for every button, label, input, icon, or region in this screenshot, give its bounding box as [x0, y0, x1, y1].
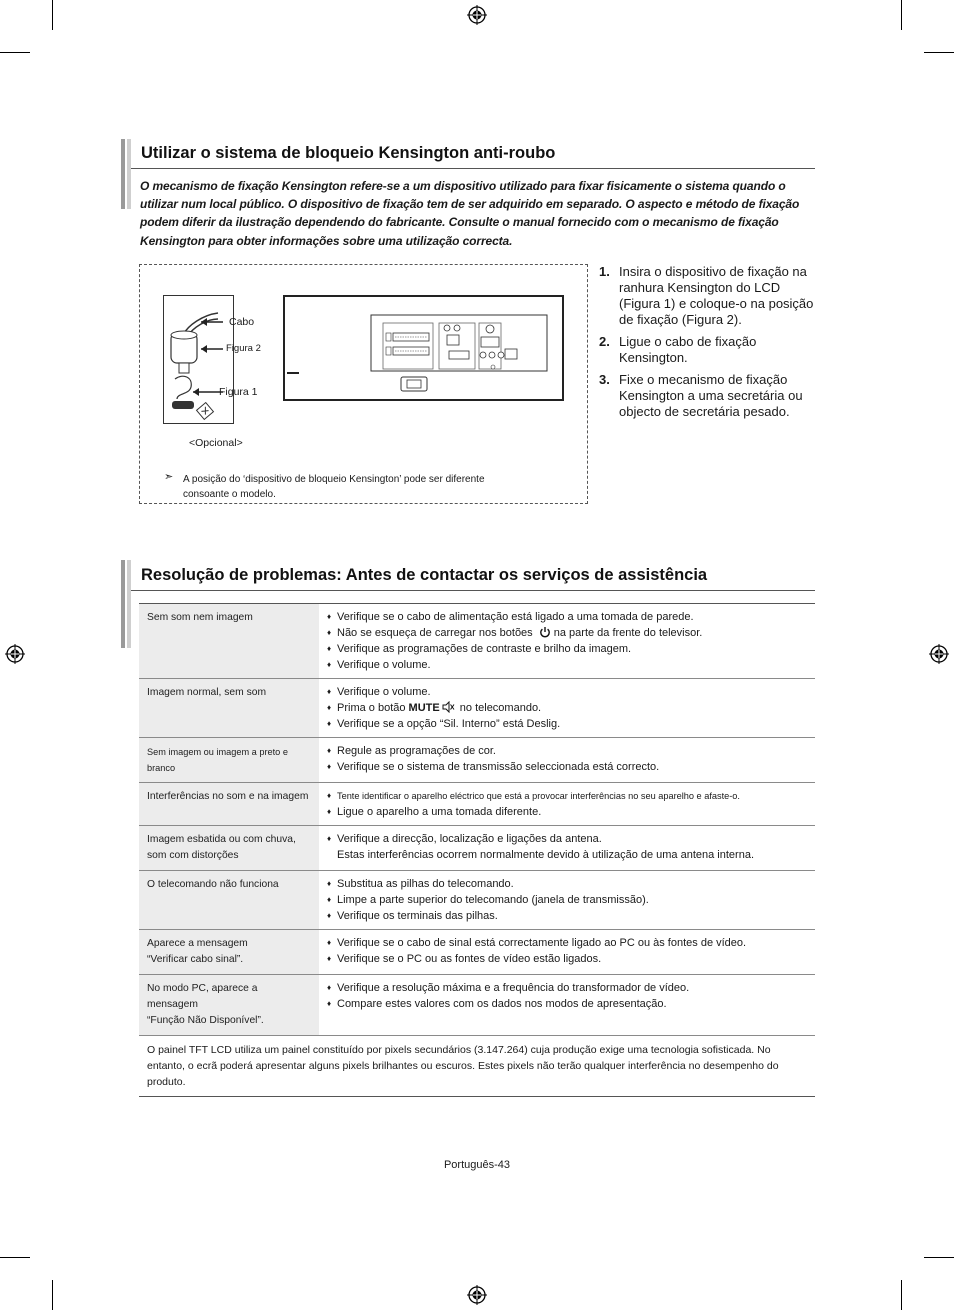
- table-row: [139, 975, 815, 1036]
- solution-item: [327, 788, 809, 804]
- solution-text: Verifique a direcção, localização e ligações da antena.: [337, 833, 602, 845]
- solution-text: Ligue o aparelho a uma tomada diferente.: [337, 806, 542, 818]
- crop-mark: [924, 1257, 954, 1258]
- table-row: [139, 604, 815, 679]
- solution-item: [327, 876, 809, 892]
- solution-item: [327, 684, 809, 700]
- solution-text: Verifique se o PC ou as fontes de vídeo estão ligados.: [337, 953, 602, 965]
- bullet-icon: ♦: [327, 791, 332, 800]
- table-row: [139, 1036, 815, 1097]
- solution-cell: [319, 604, 815, 679]
- section-bar: [121, 560, 125, 648]
- problem-text: Aparece a mensagem: [147, 938, 248, 949]
- bullet-icon: ♦: [327, 895, 332, 904]
- section-rule: [131, 590, 815, 591]
- solution-text: na parte da frente do televisor.: [553, 627, 703, 639]
- crop-mark: [52, 1280, 53, 1310]
- step-number: 2.: [599, 334, 610, 349]
- bullet-icon: ♦: [327, 660, 332, 669]
- problem-text: No modo PC, aparece a mensagem: [147, 983, 258, 1010]
- problem-text: Imagem normal, sem som: [147, 687, 267, 698]
- problem-text: Interferências no som e na imagem: [147, 791, 309, 802]
- solution-item: [327, 700, 809, 716]
- tv-rear-panel-illustration: [283, 295, 565, 401]
- kensington-lock-illustration: [163, 295, 283, 425]
- crop-mark: [924, 52, 954, 53]
- table-row: [139, 930, 815, 975]
- solution-text: Limpe a parte superior do telecomando (janela de transmissão).: [337, 894, 649, 906]
- mute-icon: [442, 701, 455, 713]
- label-figura2: Figura 2: [226, 343, 261, 354]
- solution-cell: [319, 679, 815, 738]
- bullet-icon: ♦: [327, 612, 332, 621]
- solution-text: Verifique as programações de contraste e brilho da imagem.: [337, 643, 632, 655]
- crop-mark: [0, 52, 30, 53]
- solution-cell: [319, 783, 815, 826]
- label-cabo: Cabo: [229, 316, 255, 328]
- solution-text: Substitua as pilhas do telecomando.: [337, 878, 514, 890]
- solution-item: [327, 935, 809, 951]
- bullet-icon: ♦: [327, 834, 332, 843]
- step-item: [599, 334, 814, 366]
- problem-text: O telecomando não funciona: [147, 879, 279, 890]
- solution-text: Prima o botão: [337, 702, 406, 714]
- problem-cell: [139, 871, 319, 930]
- label-figura1: Figura 1: [219, 386, 258, 398]
- solution-item: [327, 951, 809, 967]
- solution-cell: [319, 975, 815, 1036]
- solution-item: [327, 625, 809, 641]
- crop-mark: [901, 0, 902, 30]
- solution-text: Não se esqueça de carregar nos botões: [337, 627, 533, 639]
- solution-item: [327, 804, 809, 820]
- bullet-icon: ♦: [327, 762, 332, 771]
- registration-mark-icon: [467, 5, 487, 25]
- mute-label: MUTE: [408, 702, 440, 714]
- bullet-icon: ♦: [327, 983, 332, 992]
- problem-text: som com distorções: [147, 850, 239, 861]
- solution-text: Verifique se o cabo de alimentação está ligado a uma tomada de parede.: [337, 611, 694, 623]
- solution-text: Tente identificar o aparelho eléctrico que está a provocar interferências no seu aparelho e afaste-o.: [337, 791, 740, 801]
- step-number: 1.: [599, 264, 610, 279]
- crop-mark: [0, 1257, 30, 1258]
- solution-cell: [319, 871, 815, 930]
- solution-cell: [319, 738, 815, 783]
- bullet-icon: ♦: [327, 628, 332, 637]
- label-opcional: <Opcional>: [189, 437, 243, 449]
- solution-item: [327, 996, 809, 1012]
- steps-list: [599, 264, 814, 426]
- solution-text: Regule as programações de cor.: [337, 745, 496, 757]
- section-bar: [121, 139, 125, 209]
- solution-item: [327, 657, 809, 673]
- bullet-icon: ♦: [327, 911, 332, 920]
- solution-item: [327, 641, 809, 657]
- step-item: [599, 264, 814, 328]
- table-row: [139, 679, 815, 738]
- problem-text: Imagem esbatida ou com chuva,: [147, 834, 296, 845]
- bullet-icon: ♦: [327, 703, 332, 712]
- solution-item: [327, 759, 809, 775]
- solution-text: Verifique o volume.: [337, 686, 431, 698]
- solution-text: Verifique se o sistema de transmissão seleccionada está correcto.: [337, 761, 660, 773]
- solution-cell: [319, 930, 815, 975]
- section-title: Utilizar o sistema de bloqueio Kensington anti-roubo: [141, 144, 556, 162]
- solution-item: [327, 908, 809, 924]
- problem-text: “Função Não Disponível”.: [147, 1015, 264, 1026]
- problem-cell: [139, 930, 319, 975]
- bullet-icon: ♦: [327, 938, 332, 947]
- solution-text: Verifique se a opção “Sil. Interno” está Deslig.: [337, 718, 561, 730]
- section-bar: [127, 139, 131, 209]
- troubleshooting-table: [139, 603, 815, 1097]
- page-number: Português-43: [443, 1159, 511, 1171]
- registration-mark-icon: [5, 644, 25, 664]
- problem-text: “Verificar cabo sinal”.: [147, 954, 244, 965]
- registration-mark-icon: [467, 1285, 487, 1305]
- section-title: Resolução de problemas: Antes de contactar os serviços de assistência: [141, 566, 708, 584]
- table-row: [139, 738, 815, 783]
- bullet-icon: ♦: [327, 999, 332, 1008]
- problem-cell: [139, 679, 319, 738]
- table-row: [139, 871, 815, 930]
- solution-item: [327, 831, 809, 847]
- note-arrow-icon: ➣: [164, 471, 174, 483]
- solution-cell: [319, 826, 815, 871]
- step-text: Fixe o mecanismo de fixação Kensington a uma secretária ou objecto de secretária pesado.: [619, 372, 803, 419]
- lcd-pixel-note: O painel TFT LCD utiliza um painel constituído por pixels secundários (3.147.264) cuja produção exige uma tecnologia sofisticada. No entanto, o ecrã poderá apresentar alguns pixels brilhantes ou escuros. Estes pixels não terão qualquer interferência no desempenho do produto.: [139, 1036, 815, 1097]
- intro-paragraph: O mecanismo de fixação Kensington refere-se a um dispositivo utilizado para fixar fisicamente o sistema quando o utilizar num local público. O dispositivo de fixação tem de ser adquirido em separado. O aspecto e método de fixação podem diferir da ilustração dependendo do fabricante. Consulte o manual fornecido com o mecanismo de fixação Kensington para obter informações sobre uma utilização correcta.: [140, 179, 800, 248]
- table-row: [139, 826, 815, 871]
- problem-cell: [139, 783, 319, 826]
- problem-text: Sem som nem imagem: [147, 612, 253, 623]
- problem-cell: [139, 975, 319, 1036]
- problem-cell: [139, 738, 319, 783]
- solution-text: Compare estes valores com os dados nos modos de apresentação.: [337, 998, 667, 1010]
- problem-cell: [139, 604, 319, 679]
- solution-text: Verifique os terminais das pilhas.: [337, 910, 498, 922]
- table-row: [139, 783, 815, 826]
- figure-note: A posição do ‘dispositivo de bloqueio Kensington’ pode ser diferente consoante o modelo.: [183, 474, 485, 500]
- problem-cell: [139, 826, 319, 871]
- solution-item: [327, 609, 809, 625]
- solution-text: Verifique a resolução máxima e a frequência do transformador de vídeo.: [337, 982, 690, 994]
- section-bar: [127, 560, 131, 648]
- bullet-icon: ♦: [327, 644, 332, 653]
- bullet-icon: ♦: [327, 746, 332, 755]
- problem-text: Sem imagem ou imagem a preto e branco: [147, 747, 288, 773]
- bullet-icon: ♦: [327, 954, 332, 963]
- step-text: Ligue o cabo de fixação Kensington.: [619, 334, 757, 365]
- solution-text: Verifique o volume.: [337, 659, 431, 671]
- solution-item: [327, 743, 809, 759]
- power-icon: [539, 626, 551, 638]
- section-rule: [131, 168, 815, 169]
- solution-item: [327, 716, 809, 732]
- solution-item: [327, 892, 809, 908]
- bullet-icon: ♦: [327, 687, 332, 696]
- solution-text: no telecomando.: [459, 702, 542, 714]
- registration-mark-icon: [929, 644, 949, 664]
- step-number: 3.: [599, 372, 610, 387]
- bullet-icon: ♦: [327, 719, 332, 728]
- crop-mark: [901, 1280, 902, 1310]
- bullet-icon: ♦: [327, 807, 332, 816]
- crop-mark: [52, 0, 53, 30]
- solution-item: [327, 980, 809, 996]
- bullet-icon: ♦: [327, 879, 332, 888]
- step-text: Insira o dispositivo de fixação na ranhura Kensington do LCD (Figura 1) e coloque-o na posição de fixação (Figura 2).: [619, 264, 814, 327]
- solution-extra: Estas interferências ocorrem normalmente devido à utilização de uma antena interna.: [337, 849, 755, 861]
- step-item: [599, 372, 814, 420]
- solution-text: Verifique se o cabo de sinal está correctamente ligado ao PC ou às fontes de vídeo.: [337, 937, 747, 949]
